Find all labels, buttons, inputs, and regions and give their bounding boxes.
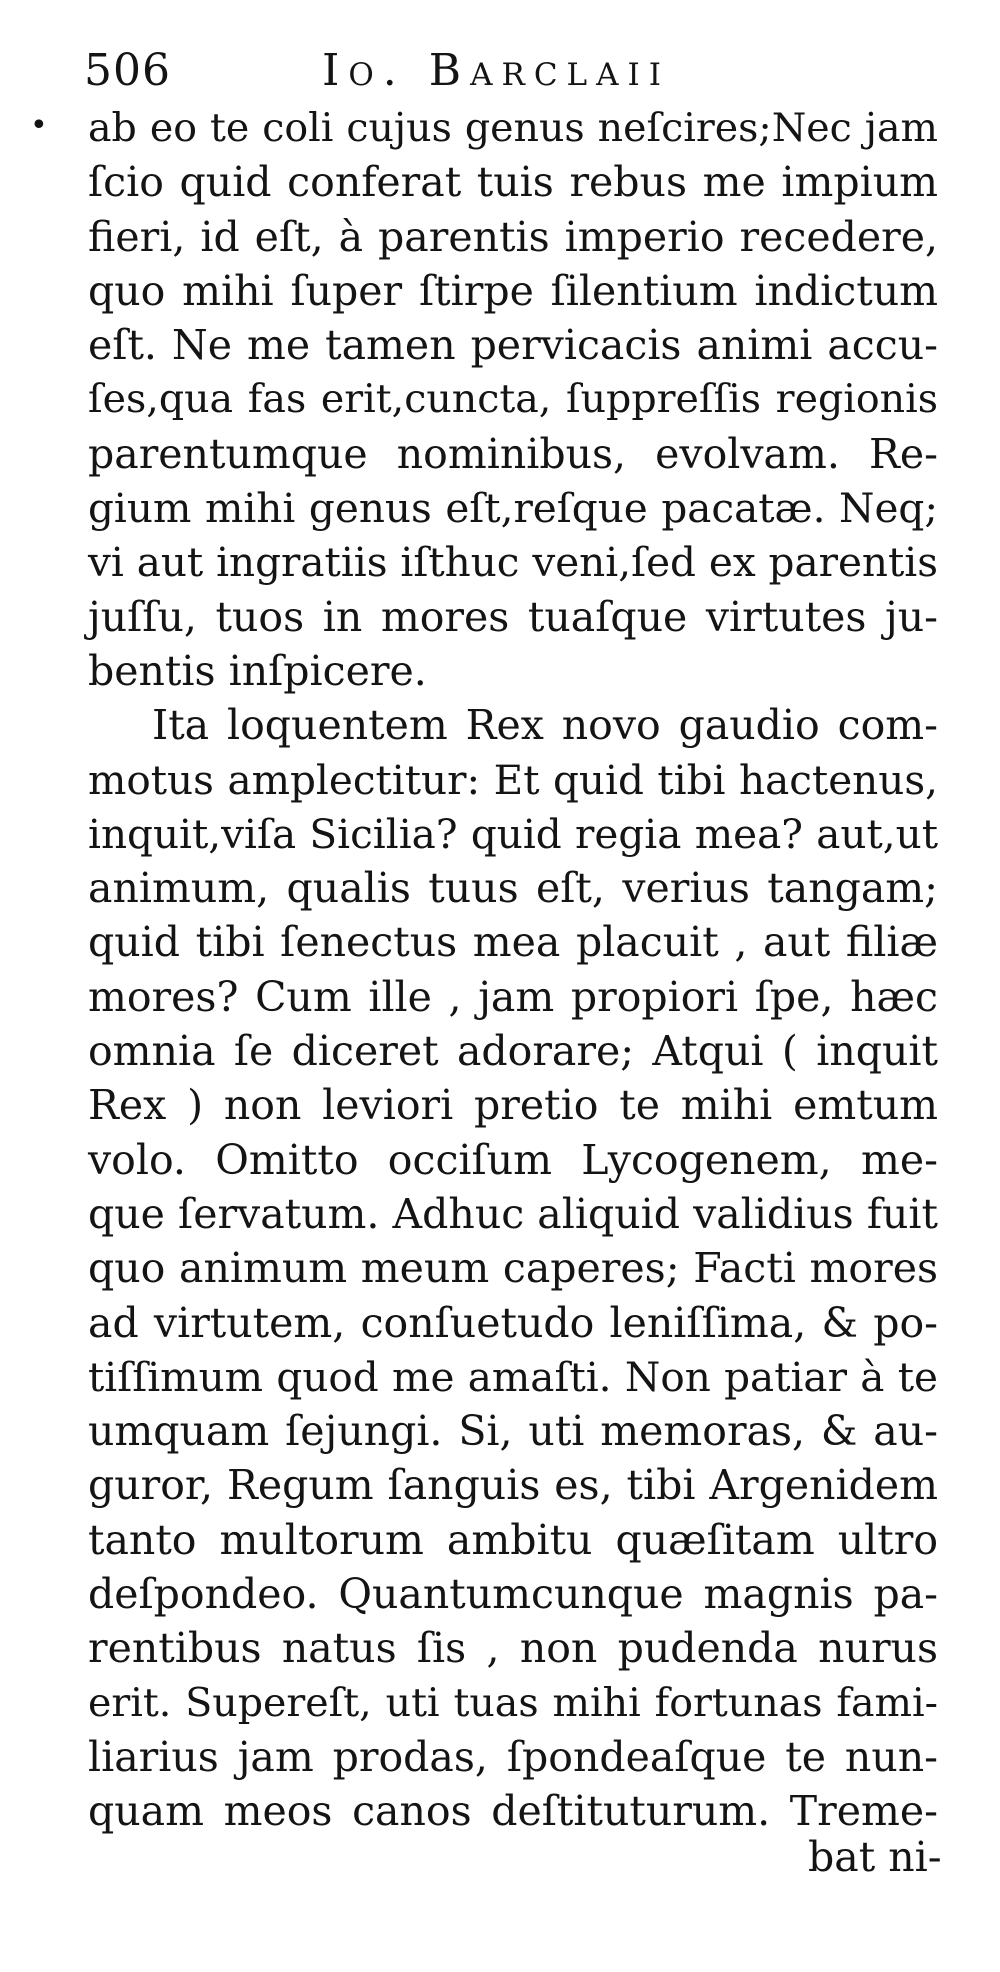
text-line: ab eo te coli cujus genus neſcires;Nec jam xyxy=(88,105,938,151)
text-line: eſt. Ne me tamen pervicacis animi accu- xyxy=(88,321,938,370)
text-line: bentis inſpicere. xyxy=(88,646,427,695)
text-line: juſſu, tuos in mores tuaſque virtutes ju- xyxy=(88,592,938,641)
text-line: quo mihi ſuper ſtirpe ſilentium indictum xyxy=(88,266,938,315)
text-line: tanto multorum ambitu quæſitam ultro xyxy=(88,1515,938,1564)
text-line: liarius jam prodas, ſpondeaſque te nun- xyxy=(88,1732,938,1781)
text-line: que ſervatum. Adhuc aliquid validius fuit xyxy=(88,1189,938,1238)
text-line: quid tibi ſenectus mea placuit , aut filiæ xyxy=(88,918,938,967)
catchword: bat ni- xyxy=(808,1833,942,1881)
text-line: volo. Omitto occiſum Lycogenem, me- xyxy=(88,1135,938,1184)
text-line: ad virtutem, conſuetudo leniſſima, & po- xyxy=(88,1298,938,1347)
text-line: gium mihi genus eſt,reſque pacatæ. Neq; xyxy=(88,484,938,533)
text-line: erit. Supereſt, uti tuas mihi fortunas fami- xyxy=(88,1679,938,1726)
page-header xyxy=(84,36,944,106)
page-number: 506 xyxy=(84,45,171,96)
text-line: fieri, id eſt, à parentis imperio recedere, xyxy=(88,212,938,261)
text-line: tiſſimum quod me amaſti. Non patiar à te xyxy=(88,1352,938,1401)
running-head: Io. Barclaii xyxy=(322,45,671,96)
text-line: deſpondeo. Quantumcunque magnis pa- xyxy=(88,1570,938,1619)
text-line: omnia ſe diceret adorare; Atqui ( inquit xyxy=(88,1027,938,1076)
text-line: rentibus natus ſis , non pudenda nurus xyxy=(88,1624,938,1673)
text-line: parentumque nominibus, evolvam. Re- xyxy=(88,429,938,478)
text-line: Ita loquentem Rex novo gaudio com- xyxy=(152,701,938,750)
text-line: guror, Regum ſanguis es, tibi Argenidem xyxy=(88,1461,938,1510)
text-line: vi aut ingratiis iſthuc veni,ſed ex parentis xyxy=(88,538,939,587)
text-line: umquam ſejungi. Si, uti memoras, & au- xyxy=(88,1407,938,1456)
text-line: animum, qualis tuus eſt, verius tangam; xyxy=(88,864,938,913)
text-line: motus amplectitur: Et quid tibi hactenus, xyxy=(88,755,938,804)
margin-mark: • xyxy=(30,108,48,143)
text-line: mores? Cum ille , jam propiori ſpe, hæc xyxy=(88,972,938,1021)
text-line: Rex ) non leviori pretio te mihi emtum xyxy=(88,1081,938,1130)
text-line: quo animum meum caperes; Facti mores xyxy=(88,1244,938,1293)
text-line: ſcio quid conferat tuis rebus me impium xyxy=(88,158,938,207)
text-line: ſes,qua fas erit,cuncta, ſuppreſſis regionis xyxy=(88,376,938,423)
text-line: quam meos canos deſtituturum. Treme- xyxy=(88,1787,938,1836)
body-text xyxy=(88,101,938,1839)
text-line: inquit,viſa Sicilia? quid regia mea? aut,ut xyxy=(88,809,938,858)
